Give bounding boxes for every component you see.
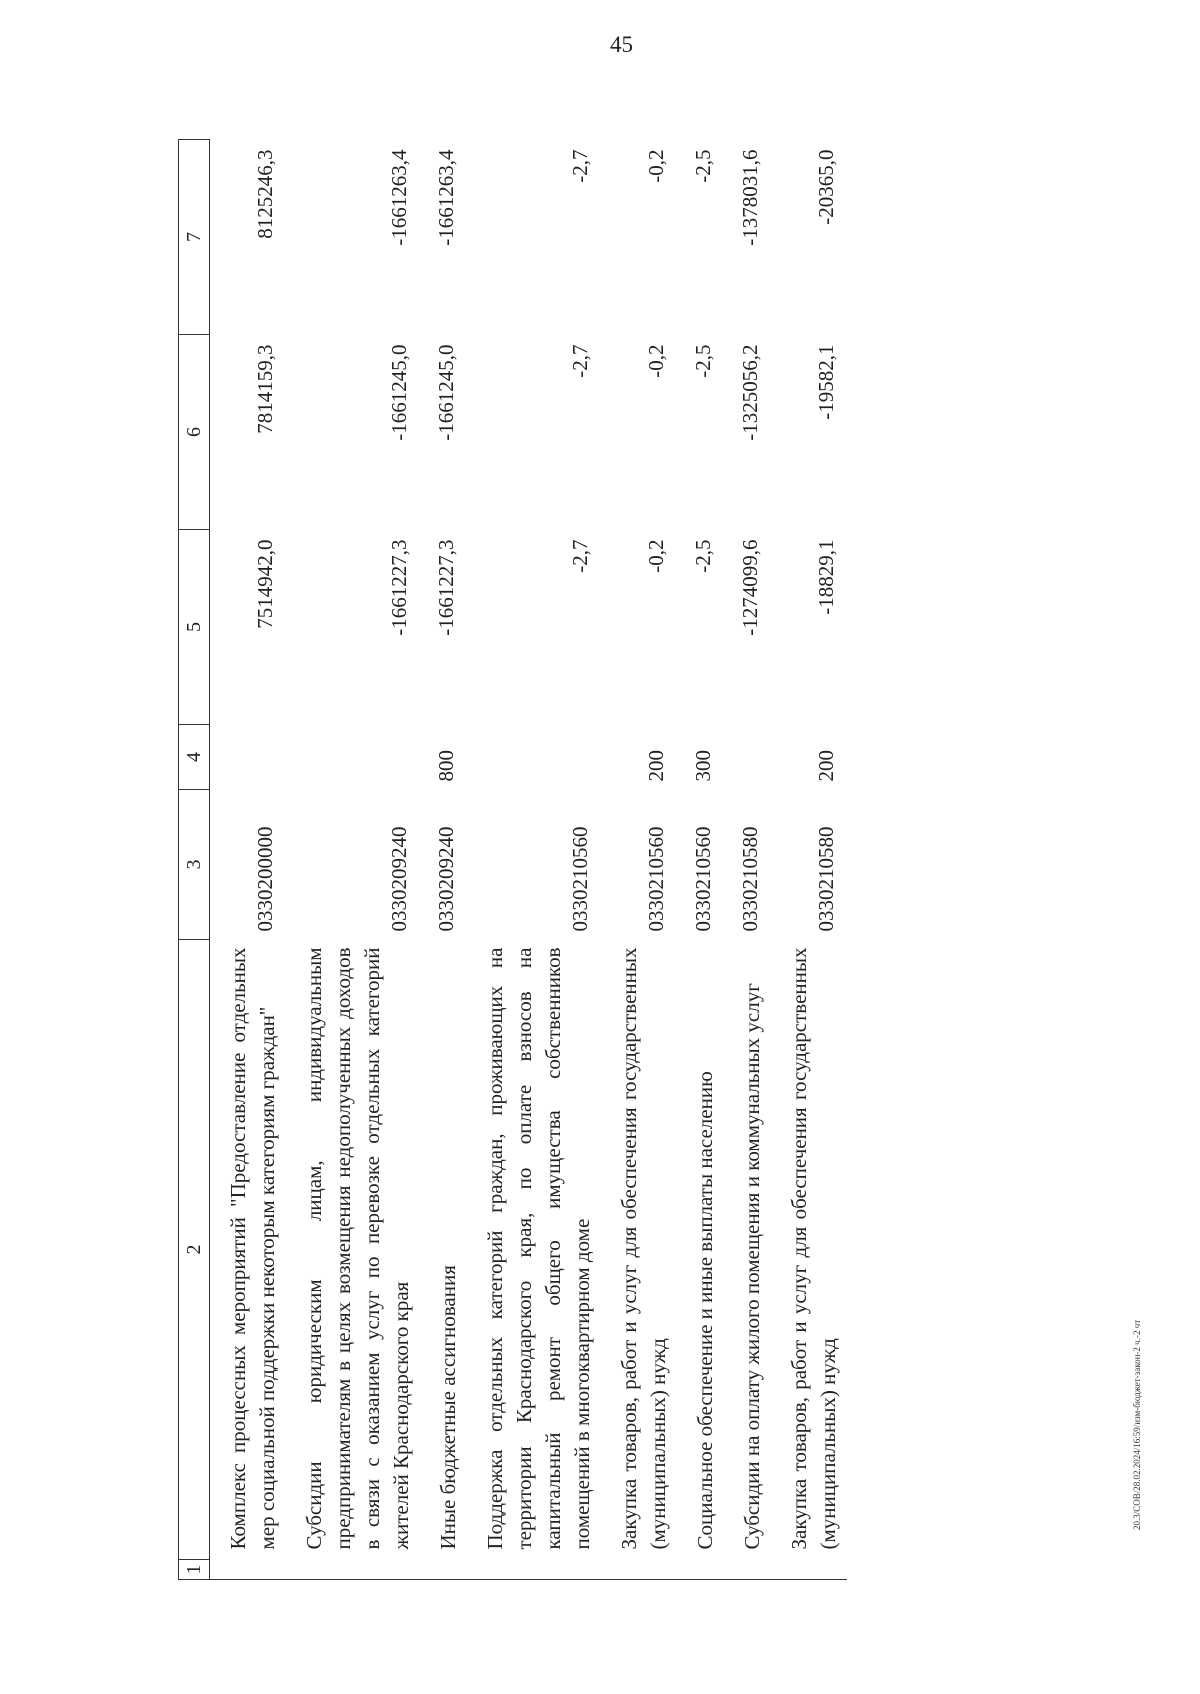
row-value-5: -1274099,6 xyxy=(738,539,762,636)
row-code: 0330200000 xyxy=(253,826,277,932)
row-expense-type xyxy=(210,725,287,790)
row-value-5: -1661227,3 xyxy=(387,539,411,636)
row-code: 0330210580 xyxy=(738,826,762,932)
row-value-7: -2,5 xyxy=(691,149,715,183)
row-value-6: -1661245,0 xyxy=(434,344,458,441)
row-value-6: -0,2 xyxy=(644,344,668,378)
header-col-4: 4 xyxy=(179,725,210,790)
row-value-7: -1378031,6 xyxy=(738,149,762,246)
row-expense-type: 200 xyxy=(644,750,668,782)
row-value-6: -2,7 xyxy=(568,344,592,378)
table-row xyxy=(420,140,467,1580)
row-value-5: -2,7 xyxy=(568,539,592,573)
header-col-2: 2 xyxy=(179,940,210,1560)
row-value-6: 7814159,3 xyxy=(253,344,277,434)
row-description: Комплекс процессных мероприятий "Предоставление отдельных мер социальной поддержки некоторым категориям граждан" xyxy=(226,947,279,1550)
row-description: Закупка товаров, работ и услуг для обеспечения государственных (муниципальных) нужд xyxy=(617,947,670,1550)
row-expense-type xyxy=(286,725,420,790)
row-value-6: -1661245,0 xyxy=(387,344,411,441)
page-number: 45 xyxy=(610,32,633,57)
table-row xyxy=(601,140,677,1580)
row-value-7: -20365,0 xyxy=(814,149,838,225)
budget-table xyxy=(178,139,847,1580)
row-description: Субсидии юридическим лицам, индивидуальным предпринимателям в целях возмещения недополученных доходов в связи с оказанием услуг по перевозке отдельных категорий жителей Краснодарского края xyxy=(302,947,413,1550)
row-value-7: -2,7 xyxy=(568,149,592,183)
row-description: Социальное обеспечение и иные выплаты населению xyxy=(693,1071,717,1550)
row-code: 0330210560 xyxy=(691,826,715,932)
row-code: 0330210560 xyxy=(568,826,592,932)
row-description: Иные бюджетные ассигнования xyxy=(436,1265,460,1550)
row-value-5: -18829,1 xyxy=(814,539,838,615)
row-code: 0330209240 xyxy=(434,826,458,932)
row-expense-type: 800 xyxy=(434,750,458,782)
row-value-6: -19582,1 xyxy=(814,344,838,420)
row-expense-type: 200 xyxy=(814,750,838,782)
table-row xyxy=(467,140,601,1580)
row-expense-type xyxy=(467,725,601,790)
row-code: 0330210560 xyxy=(644,826,668,932)
row-value-7: 8125246,3 xyxy=(253,149,277,239)
row-code: 0330209240 xyxy=(387,826,411,932)
row-expense-type: 300 xyxy=(691,750,715,782)
header-col-1: 1 xyxy=(179,1560,210,1580)
row-value-5: -1661227,3 xyxy=(434,539,458,636)
budget-table-rotated xyxy=(178,140,1058,1580)
row-code: 0330210580 xyxy=(814,826,838,932)
header-col-5: 5 xyxy=(179,530,210,725)
row-description: Субсидии на оплату жилого помещения и коммунальных услуг xyxy=(740,983,764,1550)
header-col-3: 3 xyxy=(179,790,210,940)
row-value-7: -0,2 xyxy=(644,149,668,183)
row-value-5: 7514942,0 xyxy=(253,539,277,629)
row-description: Поддержка отдельных категорий граждан, проживающих на территории Краснодарского края, по оплате взносов на капитальный ремонт общего имущества собственников помещений в многоквартирном доме xyxy=(483,947,594,1550)
row-value-5: -2,5 xyxy=(691,539,715,573)
row-value-6: -1325056,2 xyxy=(738,344,762,441)
row-value-7: -1661263,4 xyxy=(387,149,411,246)
row-expense-type xyxy=(724,725,771,790)
header-col-6: 6 xyxy=(179,335,210,530)
row-description: Закупка товаров, работ и услуг для обеспечения государственных (муниципальных) нужд xyxy=(787,947,840,1550)
row-value-7: -1661263,4 xyxy=(434,149,458,246)
row-value-6: -2,5 xyxy=(691,344,715,378)
table-row xyxy=(210,140,287,1580)
row-value-5: -0,2 xyxy=(644,539,668,573)
table-row xyxy=(677,140,724,1580)
table-row xyxy=(724,140,771,1580)
table-row xyxy=(286,140,420,1580)
document-footer-code: 20.3/СОВ/28.02.2024/16:59/изм-бюджет-закон-2 ч.-2 чт xyxy=(1132,1319,1142,1530)
header-row xyxy=(179,140,210,1580)
header-col-7: 7 xyxy=(179,140,210,335)
table-row xyxy=(771,140,847,1580)
